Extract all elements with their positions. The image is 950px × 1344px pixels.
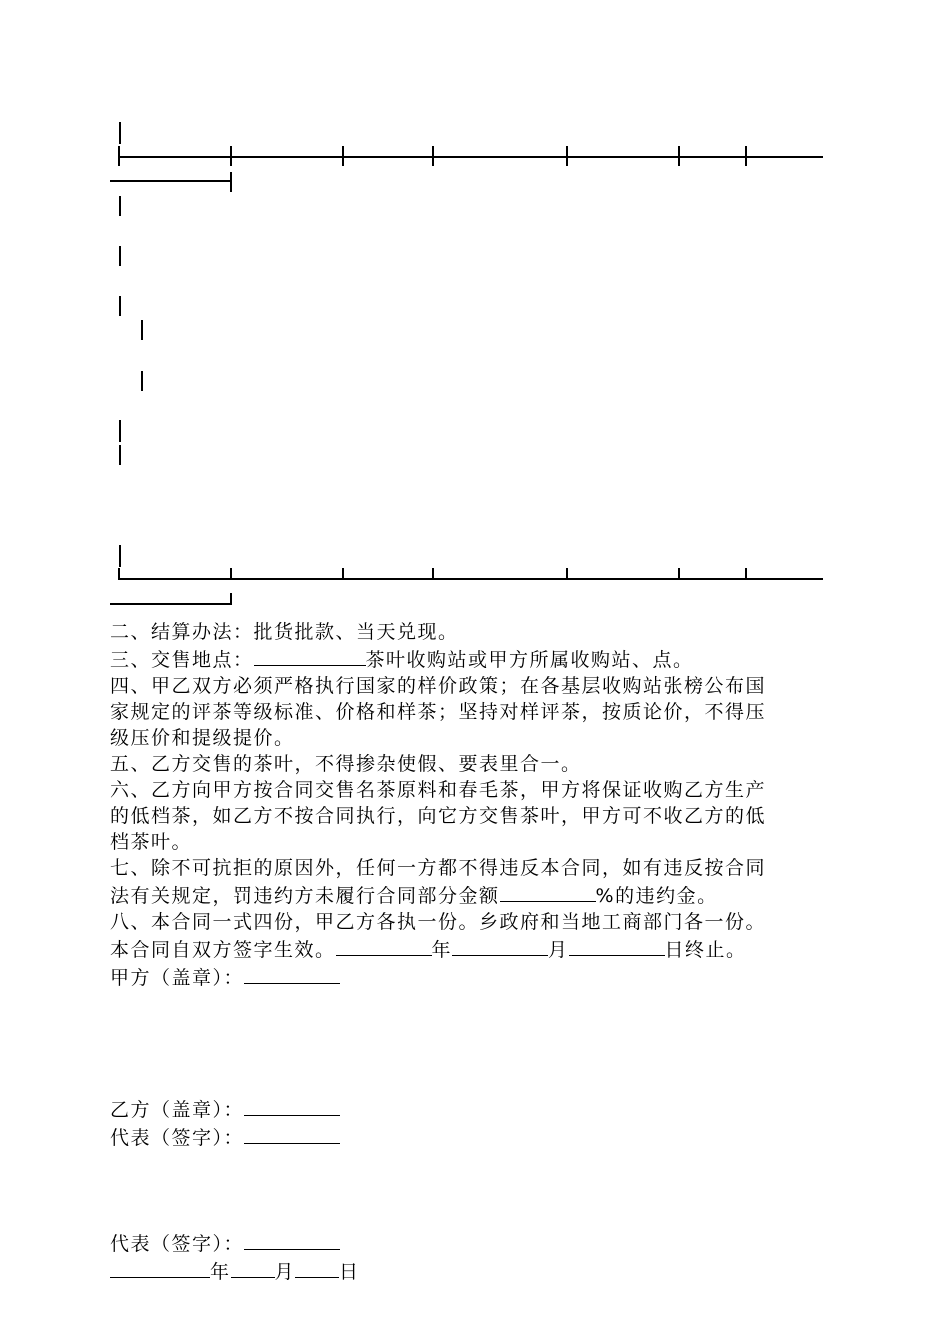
table-bottom-tick [566, 568, 568, 580]
clause-text: 本合同自双方签字生效。 [110, 939, 336, 961]
table-bottom-tick [342, 568, 344, 580]
penalty-percent-blank[interactable] [500, 881, 596, 902]
party-a-rep-line [110, 1229, 845, 1257]
table-top-tick [678, 146, 680, 166]
clause-pricing-line: 级压价和提级提价。 [110, 727, 295, 749]
party-b-rep-blank[interactable] [244, 1123, 340, 1144]
party-b-label: 乙方（盖章）： [110, 1099, 245, 1121]
spacer [110, 991, 845, 1095]
clause-purchase-line: 的低档茶，如乙方不按合同执行，向它方交售茶叶，甲方可不收乙方的低 [110, 805, 767, 827]
table-bottom-border [118, 578, 823, 580]
clause-label: 三、交售地点： [110, 649, 254, 671]
table-bottom-tick [745, 568, 747, 580]
table-top-tick [745, 146, 747, 166]
clause-purchase-line: 档茶叶。 [110, 831, 193, 853]
day-label: 日 [339, 1261, 360, 1283]
clause-text: %的违约金。 [595, 885, 718, 907]
sign-date-line [110, 1257, 845, 1285]
party-b-rep-line [110, 1123, 845, 1151]
day-label: 日终止。 [664, 939, 747, 961]
table-top-continuation [110, 180, 232, 182]
month-label: 月 [274, 1261, 296, 1283]
end-month-blank[interactable] [452, 935, 548, 956]
table-top-tick [566, 146, 568, 166]
table-bottom-tick [230, 568, 232, 580]
end-day-blank[interactable] [569, 935, 665, 956]
table-bottom-tick [118, 568, 120, 580]
clause-text: 茶叶收购站或甲方所属收购站、点。 [365, 649, 694, 671]
table-top-tick [230, 146, 232, 166]
table-bottom-tick [678, 568, 680, 580]
clause-breach-line: 七、除不可抗拒的原因外，任何一方都不得违反本合同，如有违反按合同 [110, 857, 767, 879]
clause-pricing-line: 四、甲乙双方必须严格执行国家的样价政策；在各基层收购站张榜公布国 [110, 675, 767, 697]
contract-body [110, 619, 845, 1285]
table-left-edge [119, 246, 121, 266]
table-top-border [118, 156, 823, 158]
table-bottom-tick [432, 568, 434, 580]
table-left-edge [141, 320, 143, 340]
party-b-seal-line [110, 1095, 845, 1123]
spacer [110, 1151, 845, 1229]
clause-copies: 八、本合同一式四份，甲乙方各执一份。乡政府和当地工商部门各一份。 [110, 911, 767, 933]
sign-day-blank[interactable] [295, 1257, 339, 1278]
table-left-edge [141, 371, 143, 391]
table-top-tick [342, 146, 344, 166]
end-year-blank[interactable] [336, 935, 432, 956]
party-b-seal-blank[interactable] [244, 1095, 340, 1116]
table-top-tick [432, 146, 434, 166]
table-bottom-continuation [110, 603, 232, 605]
clause-text: 法有关规定，罚违约方未履行合同部分金额 [110, 885, 500, 907]
party-a-seal-line [110, 963, 845, 991]
clause-quality: 五、乙方交售的茶叶，不得掺杂使假、要表里合一。 [110, 753, 582, 775]
party-a-label: 甲方（盖章）： [110, 967, 245, 989]
location-blank[interactable] [254, 645, 366, 666]
clause-breach-line [110, 881, 845, 909]
table-top-tick [230, 172, 232, 192]
table-left-edge [119, 122, 121, 144]
clause-purchase-line: 六、乙方向甲方按合同交售名茶原料和春毛茶，甲方将保证收购乙方生产 [110, 779, 767, 801]
table-left-edge [119, 445, 121, 465]
sign-year-blank[interactable] [110, 1257, 210, 1278]
rep-label: 代表（签字）： [110, 1127, 245, 1149]
table-left-edge [119, 196, 121, 216]
clause-delivery-location [110, 645, 845, 673]
clause-effective-term [110, 935, 845, 963]
clause-pricing-line: 家规定的评茶等级标准、价格和样茶；坚持对样评茶，按质论价，不得压 [110, 701, 767, 723]
clause-settlement: 二、结算办法：批货批款、当天兑现。 [110, 621, 459, 643]
rep-label: 代表（签字）： [110, 1233, 245, 1255]
party-a-seal-blank[interactable] [244, 963, 340, 984]
table-left-edge [119, 296, 121, 316]
table-bottom-tick [230, 593, 232, 605]
table-top-tick [118, 146, 120, 166]
party-a-rep-blank[interactable] [244, 1229, 340, 1250]
table-left-edge [119, 545, 121, 567]
year-label: 年 [210, 1261, 231, 1283]
sign-month-blank[interactable] [231, 1257, 275, 1278]
month-label: 月 [548, 939, 569, 961]
table-left-edge [119, 420, 121, 442]
year-label: 年 [431, 939, 453, 961]
